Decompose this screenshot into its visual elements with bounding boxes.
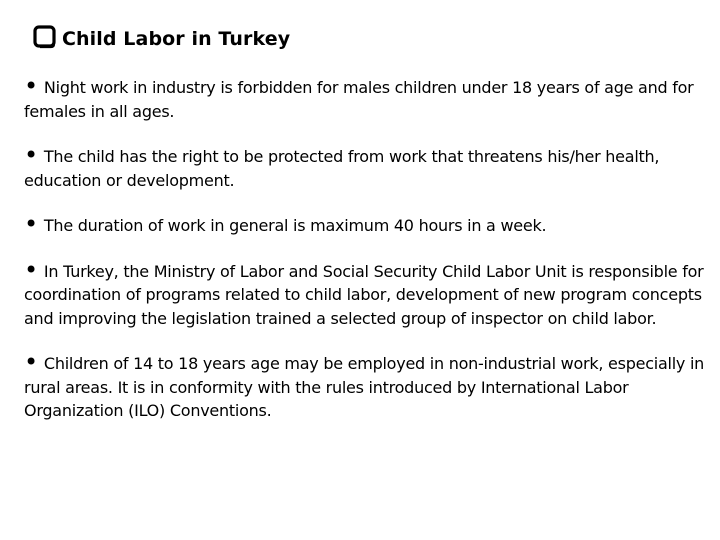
bullet-text: In Turkey, the Ministry of Labor and Social Security Child Labor Unit is responsible for coordination of programs related to child labor, development of new program concepts and improving the legislation trained a selected group of inspector on child labor.	[24, 261, 704, 328]
bullet-item	[24, 72, 718, 123]
bullet-item	[24, 348, 718, 423]
bullet-text: Children of 14 to 18 years age may be employed in non-industrial work, especially in rural areas. It is in conformity with the rules introduced by International Labor Organization (ILO) Conventions.	[24, 354, 705, 420]
bullet-marker: •	[24, 255, 38, 284]
bullet-text: The child has the right to be protected from work that threatens his/her health, education or development.	[24, 147, 660, 190]
bullet-list	[24, 72, 718, 445]
bullet-marker: •	[24, 348, 38, 376]
bullet-item	[24, 255, 718, 331]
bullet-marker: •	[24, 141, 38, 169]
slide-title-row	[32, 24, 290, 50]
slide-title: Child Labor in Turkey	[62, 28, 291, 50]
bullet-item	[24, 141, 718, 192]
square-checkbox-icon	[32, 24, 58, 50]
bullet-text: The duration of work in general is maximum 40 hours in a week.	[43, 216, 547, 235]
bullet-marker: •	[24, 72, 38, 100]
bullet-marker: •	[24, 210, 38, 238]
bullet-item	[24, 210, 718, 238]
bullet-text: Night work in industry is forbidden for males children under 18 years of age and for females in all ages.	[24, 78, 694, 121]
